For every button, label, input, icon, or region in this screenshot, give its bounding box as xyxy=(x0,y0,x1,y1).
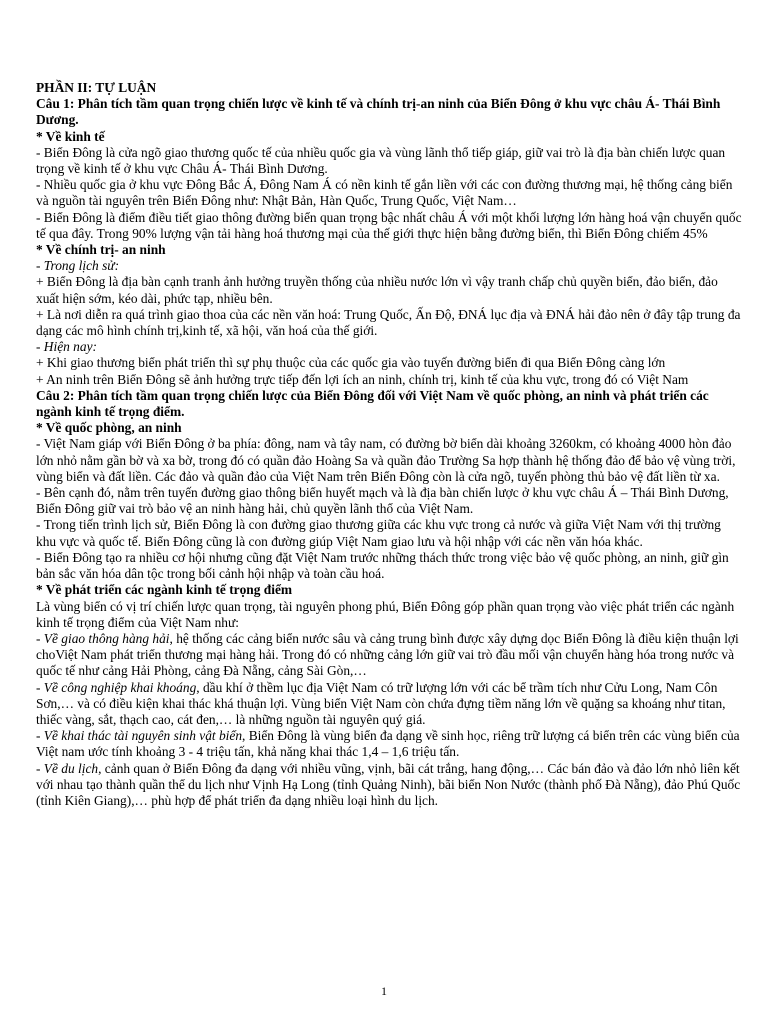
q1-politics-paragraph-1: + Biển Đông là địa bàn cạnh tranh ảnh hưởng truyền thống của nhiều nước lớn vì vậy tranh chấp chủ quyền biển, đảo biển, đảo xuất hiện sớm, kéo dài, phức tạp, nhiều bên. xyxy=(36,274,718,306)
q1-politics-paragraph-2: + Là nơi diễn ra quá trình giao thoa của các nền văn hoá: Trung Quốc, Ấn Độ, ĐNÁ lục địa và ĐNÁ hải đảo nên ở đây tập trung đa dạng các mô hình chính trị,kinh tế, xã hội, văn hoá của thế giới. xyxy=(36,306,741,339)
q2-defense-paragraph-2: - Bên cạnh đó, nằm trên tuyến đường giao thông biển huyết mạch và là địa bàn chiến lược ở khu vực châu Á – Thái Bình Dương, Biển Đông giữ vai trò bảo vệ an ninh hàng hải, chủ quyền lãnh thổ của Việt Nam. xyxy=(36,485,729,517)
q2-defense-heading: * Về quốc phòng, an ninh xyxy=(36,420,182,436)
q2-defense-paragraph-3: - Trong tiến trình lịch sử, Biển Đông là con đường giao thương giữa các khu vực trong cả nước và giữa Việt Nam với thị trường khu vực và quốc tế. Biển Đông cũng là con đường giúp Việt Nam giao lưu và hội nhập với các nền văn hóa khác. xyxy=(36,517,721,549)
item-label: - Về giao thông hàng hải xyxy=(36,630,170,646)
q1-politics-paragraph-4: + An ninh trên Biển Đông sẽ ảnh hưởng trực tiếp đến lợi ích an ninh, chính trị, kinh tế của khu vực, trong đó có Việt Nam xyxy=(36,371,689,387)
q2-economy-item-mining xyxy=(36,680,742,729)
q1-economy-paragraph-3: - Biển Đông là điểm điều tiết giao thông đường biển quan trọng bậc nhất châu Á với một khối lượng lớn hàng hoá vận chuyển quốc tế qua đây. Trong 90% lượng vận tải hàng hoá thương mại của thế giới thực hiện bằng đường biển, thì Biển Đông chiếm 45% xyxy=(36,209,742,241)
question-2-title: Câu 2: Phân tích tầm quan trọng chiến lược của Biển Đông đối với Việt Nam về quốc phòng, an ninh và phát triển các ngành kinh tế trọng điểm. xyxy=(36,387,709,420)
q1-economy-heading: * Về kinh tế xyxy=(36,128,105,144)
q2-economy-item-tourism xyxy=(36,761,742,810)
q1-economy-paragraph-1: - Biển Đông là cửa ngõ giao thương quốc tế của nhiều quốc gia và vùng lãnh thổ tiếp giáp, giữ vai trò là địa bàn chiến lược quan trọng về kinh tế ở khu vực Châu Á- Thái Bình Dương. xyxy=(36,144,726,177)
item-label: - Về khai thác tài nguyên sinh vật biển xyxy=(36,728,243,744)
q2-economy-item-shipping xyxy=(36,631,742,680)
q1-present-subheading: - Hiện nay: xyxy=(36,339,97,355)
q2-economy-item-fisheries xyxy=(36,728,742,760)
page-number: 1 xyxy=(381,984,387,998)
q2-defense-paragraph-1: - Việt Nam giáp với Biển Đông ở ba phía: đông, nam và tây nam, có đường bờ biển dài khoảng 3260km, có khoảng 4000 hòn đảo lớn nhỏ nằm gần bờ và xa bờ, trong đó có quần đảo Hoàng Sa và quần đảo Trường Sa hợp thành hệ thống đảo để bảo vệ vùng trời, vùng biển và đất liền. Các đảo và quần đảo của Việt Nam trên Biển Đông còn là cửa ngõ, tuyến phòng thủ bảo vệ đất liền từ xa. xyxy=(36,436,736,484)
q1-economy-paragraph-2: - Nhiều quốc gia ở khu vực Đông Bắc Á, Đông Nam Á có nền kinh tế gắn liền với các con đường thương mại, hệ thống cảng biển và nguồn tài nguyên trên Biển Đông như: Nhật Bản, Hàn Quốc, Trung Quốc, Việt Nam… xyxy=(36,177,733,209)
document-body xyxy=(36,80,742,809)
q1-politics-paragraph-3: + Khi giao thương biển phát triển thì sự phụ thuộc của các quốc gia vào tuyến đường biển đi qua Biển Đông càng lớn xyxy=(36,355,666,371)
q1-history-subheading: - Trong lịch sử: xyxy=(36,258,120,274)
q1-politics-heading: * Về chính trị- an ninh xyxy=(36,242,166,258)
item-label: - Về du lịch xyxy=(36,760,99,776)
part-title: PHẦN II: TỰ LUẬN xyxy=(36,80,157,95)
q2-defense-paragraph-4: - Biển Đông tạo ra nhiều cơ hội nhưng cũng đặt Việt Nam trước những thách thức trong việc bảo vệ quốc phòng, an ninh, giữ gìn bản sắc văn hóa dân tộc trong bối cảnh hội nhập và toàn cầu hoá. xyxy=(36,549,729,582)
q2-economy-heading: * Về phát triển các ngành kinh tế trọng điểm xyxy=(36,582,293,598)
item-text: , cảnh quan ở Biển Đông đa dạng với nhiều vũng, vịnh, bãi cát trắng, hang động,… Các bán đảo và đảo lớn nhỏ liên kết với nhau tạo thành quần thể du lịch như Vịnh Hạ Long (tỉnh Quảng Ninh), bãi biển Non Nước (thành phố Đà Nẵng), đảo Phú Quốc (tỉnh Kiên Giang),… phù hợp để phát triển đa dạng nhiều loại hình du lịch. xyxy=(36,760,741,808)
q2-economy-intro: Là vùng biển có vị trí chiến lược quan trọng, tài nguyên phong phú, Biển Đông góp phần quan trọng vào việc phát triển các ngành kinh tế trọng điểm của Việt Nam như: xyxy=(36,598,735,630)
item-text: , hệ thống các cảng biển nước sâu và cảng trung bình được xây dựng dọc Biển Đông là điều kiện thuận lợi choViệt Nam phát triển thương mại hàng hải. Trong đó có những cảng lớn giữ vai trò đầu mối vận chuyển hàng hóa trong nước và quốc tế như cảng Hải Phòng, cảng Đà Nẵng, cảng Sài Gòn,… xyxy=(36,630,739,679)
item-label: - Về công nghiệp khai khoáng xyxy=(36,679,197,695)
question-1-title: Câu 1: Phân tích tầm quan trọng chiến lược về kinh tế và chính trị-an ninh của Biển Đông ở khu vực châu Á- Thái Bình Dương. xyxy=(36,96,721,128)
item-text: , Biển Đông là vùng biển đa dạng về sinh học, riêng trữ lượng cá biển trên các vùng biển của Việt nam ước tính khoảng 3 - 4 triệu tấn, khả năng khai thác 1,4 – 1,6 triệu tấn. xyxy=(36,728,740,760)
item-text: , dầu khí ở thềm lục địa Việt Nam có trữ lượng lớn với các bể trầm tích như Cửu Long, Nam Côn Sơn,… và có điều kiện khai thác khá thuận lợi. Vùng biển Việt Nam còn chứa đựng tiềm năng lớn về quặng sa khoáng như titan, thiếc vàng, sắt, thạch cao, cát đen,… là những nguồn tài nguyên quý giá. xyxy=(36,679,726,727)
